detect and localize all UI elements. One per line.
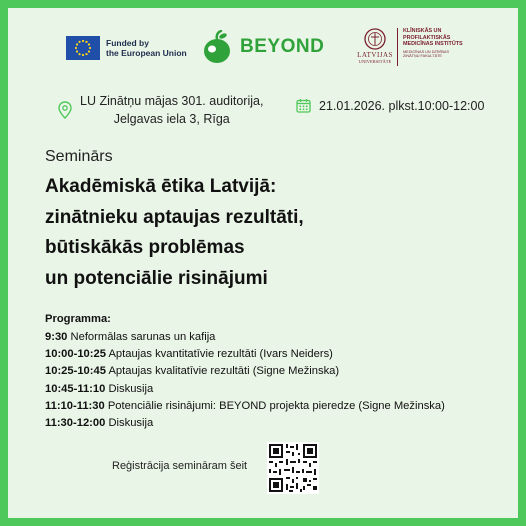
programme-list — [45, 329, 515, 432]
beyond-wordmark: BEYOND — [240, 36, 325, 57]
calendar-icon — [296, 98, 311, 113]
event-type: Seminārs — [45, 148, 113, 165]
title-line: Akadēmiskā ētika Latvijā: — [45, 176, 277, 197]
venue-info — [58, 92, 263, 128]
title-line: būtiskākās problēmas — [45, 237, 245, 258]
logo-divider — [397, 28, 398, 66]
lu-name-2: UNIVERSITĀTE — [358, 59, 392, 64]
title-line: zinātnieku aptaujas rezultāti, — [45, 206, 304, 228]
programme-item: 10:45-11:10 Diskusija — [45, 382, 154, 395]
eu-funding-text: Funded by the European Union — [106, 38, 187, 58]
beyond-apple-icon — [202, 30, 232, 64]
date-text: 21.01.2026. plkst.10:00-12:00 — [319, 98, 485, 113]
eu-logo — [66, 36, 187, 60]
eu-flag-icon — [66, 36, 100, 60]
lu-logo — [358, 28, 477, 68]
registration-text: Reģistrācija semināram šeit — [112, 460, 248, 472]
lu-name: LATVIJAS — [357, 51, 393, 59]
programme-item: 11:30-12:00 Diskusija — [45, 417, 154, 430]
logo-bar — [14, 26, 512, 74]
institute-name: KLĪNISKĀS UN PROFILAKTISKĀS MEDICĪNAS INSTITŪTS MEDICĪNAS UN DZĪVĪBAS ZINĀTŅU FAKULTĀTE — [403, 28, 463, 58]
programme-item: 10:00-10:25 Aptaujas kvantitatīvie rezultāti (Ivars Neiders) — [45, 348, 333, 361]
title-line: un potenciālie risinājumi — [45, 267, 268, 289]
date-info — [296, 98, 484, 113]
programme-item: 11:10-11:30 Potenciālie risinājumi: BEYOND projekta pieredze (Signe Mežinska) — [45, 399, 445, 412]
location-pin-icon — [58, 101, 72, 119]
page-title — [45, 172, 505, 294]
programme-item: 9:30 Neformālas sarunas un kafija — [45, 331, 216, 343]
qr-code-icon[interactable] — [267, 442, 319, 494]
programme-item: 10:25-10:45 Aptaujas kvalitatīvie rezultāti (Signe Mežinska) — [45, 365, 340, 378]
beyond-logo — [202, 30, 324, 64]
programme-heading: Programma: — [45, 313, 111, 325]
lu-seal-icon — [358, 28, 392, 68]
venue-text: LU Zinātņu mājas 301. auditorija, Jelgavas iela 3, Rīga — [80, 94, 264, 126]
